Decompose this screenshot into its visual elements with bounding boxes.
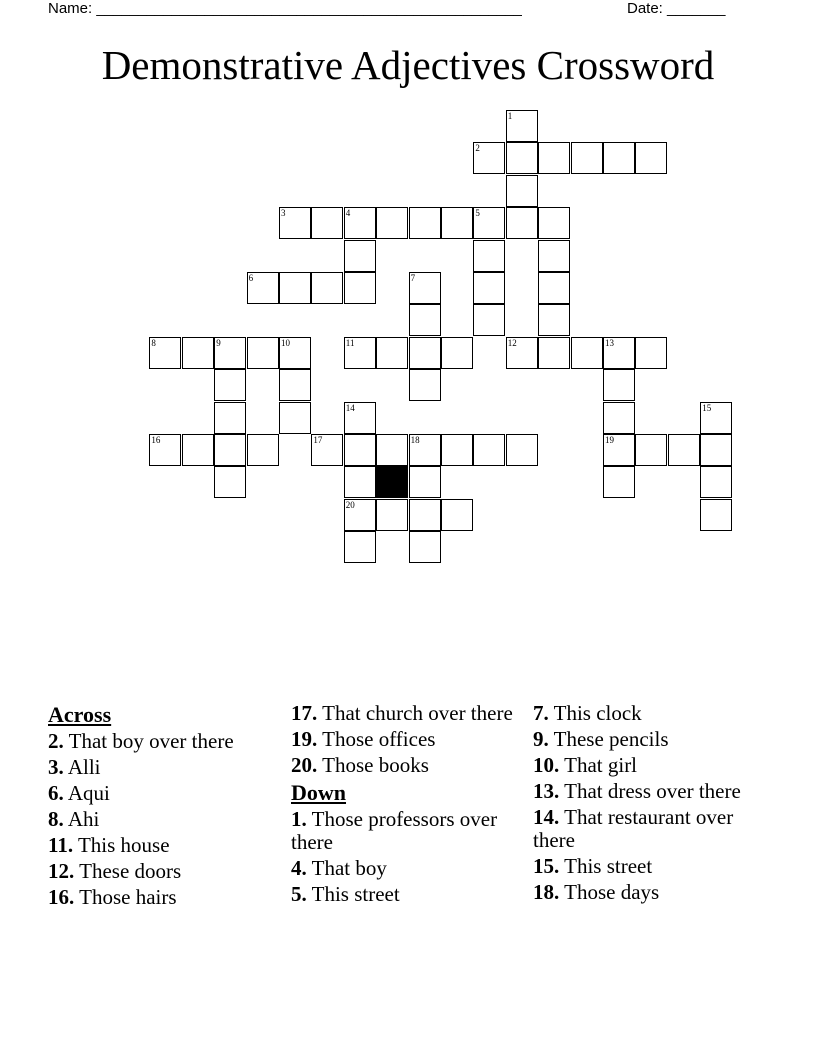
clue-item-number: 2. bbox=[48, 729, 64, 753]
grid-cell[interactable] bbox=[409, 499, 441, 531]
clue-item-text: This house bbox=[77, 833, 170, 857]
grid-cell[interactable] bbox=[409, 434, 441, 466]
grid-cell[interactable] bbox=[700, 402, 732, 434]
clue-item-text: These pencils bbox=[553, 727, 669, 751]
grid-cell[interactable] bbox=[603, 402, 635, 434]
name-line: Name: ___________________________________________________ bbox=[48, 0, 522, 17]
grid-cell[interactable] bbox=[247, 272, 279, 304]
grid-cell[interactable] bbox=[506, 207, 538, 239]
clue-item bbox=[48, 834, 286, 857]
clue-number: 19 bbox=[605, 435, 614, 445]
grid-cell[interactable] bbox=[279, 272, 311, 304]
grid-cell[interactable] bbox=[603, 434, 635, 466]
grid-cell[interactable] bbox=[376, 434, 408, 466]
grid-cell[interactable] bbox=[538, 240, 570, 272]
grid-cell[interactable] bbox=[409, 304, 441, 336]
grid-cell[interactable] bbox=[473, 272, 505, 304]
grid-cell[interactable] bbox=[635, 142, 667, 174]
grid-cell[interactable] bbox=[506, 142, 538, 174]
grid-cell[interactable] bbox=[538, 142, 570, 174]
grid-cell[interactable] bbox=[214, 434, 246, 466]
clue-number: 15 bbox=[702, 402, 712, 413]
grid-cell[interactable] bbox=[247, 337, 279, 369]
grid-cell[interactable] bbox=[409, 272, 441, 304]
grid-cell[interactable] bbox=[214, 337, 246, 369]
clue-item-number: 9. bbox=[533, 727, 549, 751]
clue-number: 2 bbox=[475, 143, 480, 154]
grid-cell[interactable] bbox=[409, 337, 441, 369]
clue-item bbox=[533, 728, 771, 751]
clue-item-text: Those offices bbox=[322, 727, 436, 751]
clue-item-number: 15. bbox=[533, 854, 560, 878]
clue-item-text: This clock bbox=[553, 701, 642, 725]
grid-cell[interactable] bbox=[473, 207, 505, 239]
grid-cell[interactable] bbox=[344, 466, 376, 498]
clue-number: 9 bbox=[216, 337, 221, 348]
date-line: Date: _______ bbox=[627, 0, 726, 17]
grid-cell[interactable] bbox=[603, 142, 635, 174]
clue-item-text: Those hairs bbox=[79, 885, 177, 909]
grid-cell[interactable] bbox=[344, 434, 376, 466]
grid-cell[interactable] bbox=[473, 434, 505, 466]
clue-item-number: 12. bbox=[48, 859, 75, 883]
clue-number: 17 bbox=[313, 435, 323, 445]
grid-cell[interactable] bbox=[700, 434, 732, 466]
clue-item bbox=[48, 860, 286, 883]
clue-item-text: That boy over there bbox=[68, 729, 234, 753]
clue-item-number: 11. bbox=[48, 833, 74, 857]
grid-cell[interactable] bbox=[603, 337, 635, 369]
grid-cell[interactable] bbox=[635, 337, 667, 369]
grid-cell[interactable] bbox=[441, 207, 473, 239]
clue-item bbox=[533, 780, 771, 803]
clue-item-text: Those days bbox=[564, 880, 660, 904]
clue-item bbox=[533, 754, 771, 777]
grid-cell[interactable] bbox=[149, 434, 181, 466]
clue-item-text: That girl bbox=[564, 753, 638, 777]
grid-cell[interactable] bbox=[344, 531, 376, 563]
clue-item bbox=[48, 782, 286, 805]
clue-number: 12 bbox=[507, 337, 517, 348]
grid-cell[interactable] bbox=[571, 142, 603, 174]
grid-cell[interactable] bbox=[441, 337, 473, 369]
clue-item bbox=[533, 855, 771, 878]
grid-cell[interactable] bbox=[311, 207, 343, 239]
grid-cell[interactable] bbox=[279, 337, 311, 369]
grid-cell[interactable] bbox=[506, 434, 538, 466]
clue-item-number: 20. bbox=[291, 753, 318, 777]
clue-item-text: These doors bbox=[79, 859, 182, 883]
grid-cell[interactable] bbox=[506, 337, 538, 369]
grid-cell[interactable] bbox=[538, 272, 570, 304]
clue-item bbox=[48, 730, 286, 753]
clue-item-number: 6. bbox=[48, 781, 64, 805]
grid-cell[interactable] bbox=[279, 207, 311, 239]
clue-item-text: This street bbox=[564, 854, 653, 878]
grid-cell[interactable] bbox=[538, 337, 570, 369]
grid-cell[interactable] bbox=[182, 434, 214, 466]
clue-item-text: This street bbox=[311, 882, 400, 906]
grid-cell[interactable] bbox=[344, 207, 376, 239]
clue-item bbox=[533, 702, 771, 725]
clue-item-number: 7. bbox=[533, 701, 549, 725]
clue-number: 11 bbox=[345, 337, 355, 348]
clue-item-number: 19. bbox=[291, 727, 318, 751]
grid-cell[interactable] bbox=[668, 434, 700, 466]
grid-cell[interactable] bbox=[538, 207, 570, 239]
clue-number: 10 bbox=[281, 337, 290, 348]
grid-cell[interactable] bbox=[344, 240, 376, 272]
grid-cell[interactable] bbox=[603, 369, 635, 401]
clue-number: 3 bbox=[281, 208, 286, 219]
grid-cell[interactable] bbox=[473, 240, 505, 272]
grid-cell[interactable] bbox=[441, 499, 473, 531]
clue-number: 20 bbox=[345, 499, 355, 510]
clue-number: 6 bbox=[248, 273, 254, 283]
grid-cell[interactable] bbox=[214, 402, 246, 434]
grid-cell[interactable] bbox=[473, 304, 505, 336]
grid-cell[interactable] bbox=[344, 499, 376, 531]
clue-item-number: 5. bbox=[291, 882, 307, 906]
grid-cell[interactable] bbox=[473, 142, 505, 174]
clue-item-text: Those professors over there bbox=[291, 807, 498, 854]
grid-cell[interactable] bbox=[635, 434, 667, 466]
grid-cell[interactable] bbox=[182, 337, 214, 369]
grid-cell[interactable] bbox=[538, 304, 570, 336]
clue-item bbox=[291, 883, 529, 906]
clue-item bbox=[291, 857, 529, 880]
clue-item-number: 3. bbox=[48, 755, 64, 779]
grid-cell[interactable] bbox=[311, 272, 343, 304]
clue-item-number: 8. bbox=[48, 807, 64, 831]
grid-cell[interactable] bbox=[214, 466, 246, 498]
clue-item bbox=[291, 728, 529, 751]
clue-item bbox=[533, 806, 771, 852]
clue-item bbox=[291, 702, 529, 725]
clue-item-text: Aqui bbox=[67, 781, 110, 805]
grid-cell[interactable] bbox=[149, 337, 181, 369]
clue-item bbox=[48, 756, 286, 779]
grid-cell[interactable] bbox=[700, 466, 732, 498]
grid-cell[interactable] bbox=[603, 466, 635, 498]
clue-item-text: That dress over there bbox=[564, 779, 741, 803]
clue-number: 4 bbox=[345, 208, 351, 219]
clue-item-text: That boy bbox=[311, 856, 387, 880]
clue-number: 13 bbox=[605, 337, 614, 348]
down-heading: Down bbox=[291, 780, 347, 805]
grid-cell[interactable] bbox=[571, 337, 603, 369]
grid-cell[interactable] bbox=[409, 531, 441, 563]
clue-item-number: 18. bbox=[533, 880, 560, 904]
grid-cell[interactable] bbox=[311, 434, 343, 466]
grid-cell[interactable] bbox=[700, 499, 732, 531]
black-cell bbox=[376, 466, 408, 498]
grid-cell[interactable] bbox=[376, 337, 408, 369]
grid-cell[interactable] bbox=[344, 402, 376, 434]
grid-cell[interactable] bbox=[279, 369, 311, 401]
grid-cell[interactable] bbox=[376, 207, 408, 239]
grid-cell[interactable] bbox=[506, 110, 538, 142]
clue-column-2 bbox=[291, 702, 529, 909]
clue-item-number: 1. bbox=[291, 807, 307, 831]
clue-number: 1 bbox=[507, 111, 513, 121]
grid-cell[interactable] bbox=[376, 499, 408, 531]
grid-cell[interactable] bbox=[247, 434, 279, 466]
clue-item-text: Ahi bbox=[67, 807, 100, 831]
grid-cell[interactable] bbox=[409, 207, 441, 239]
clue-item-number: 10. bbox=[533, 753, 560, 777]
grid-cell[interactable] bbox=[344, 272, 376, 304]
clue-item-text: Alli bbox=[67, 755, 101, 779]
clue-item-number: 17. bbox=[291, 701, 318, 725]
grid-cell[interactable] bbox=[409, 369, 441, 401]
clue-number: 18 bbox=[410, 435, 420, 445]
clue-column-3 bbox=[533, 702, 771, 907]
clue-item-text: That church over there bbox=[322, 701, 513, 725]
clue-item bbox=[291, 754, 529, 777]
across-heading: Across bbox=[48, 702, 112, 727]
page-title: Demonstrative Adjectives Crossword bbox=[101, 42, 715, 88]
clue-number: 16 bbox=[151, 435, 161, 445]
clue-item bbox=[48, 808, 286, 831]
clue-item-text: That restaurant over there bbox=[533, 805, 734, 852]
clue-number: 7 bbox=[410, 273, 416, 283]
grid-cell[interactable] bbox=[506, 175, 538, 207]
grid-cell[interactable] bbox=[409, 466, 441, 498]
clue-column-1 bbox=[48, 702, 286, 912]
clue-item-number: 4. bbox=[291, 856, 307, 880]
clue-number: 5 bbox=[475, 208, 480, 219]
clue-number: 14 bbox=[345, 402, 355, 413]
grid-cell[interactable] bbox=[441, 434, 473, 466]
grid-cell[interactable] bbox=[344, 337, 376, 369]
grid-cell[interactable] bbox=[279, 402, 311, 434]
grid-cell[interactable] bbox=[214, 369, 246, 401]
clue-item-number: 13. bbox=[533, 779, 560, 803]
clue-number: 8 bbox=[151, 337, 156, 348]
clue-item-number: 14. bbox=[533, 805, 560, 829]
clue-item-text: Those books bbox=[322, 753, 429, 777]
clue-item bbox=[48, 886, 286, 909]
clue-item bbox=[533, 881, 771, 904]
clue-item bbox=[291, 808, 529, 854]
clue-item-number: 16. bbox=[48, 885, 75, 909]
